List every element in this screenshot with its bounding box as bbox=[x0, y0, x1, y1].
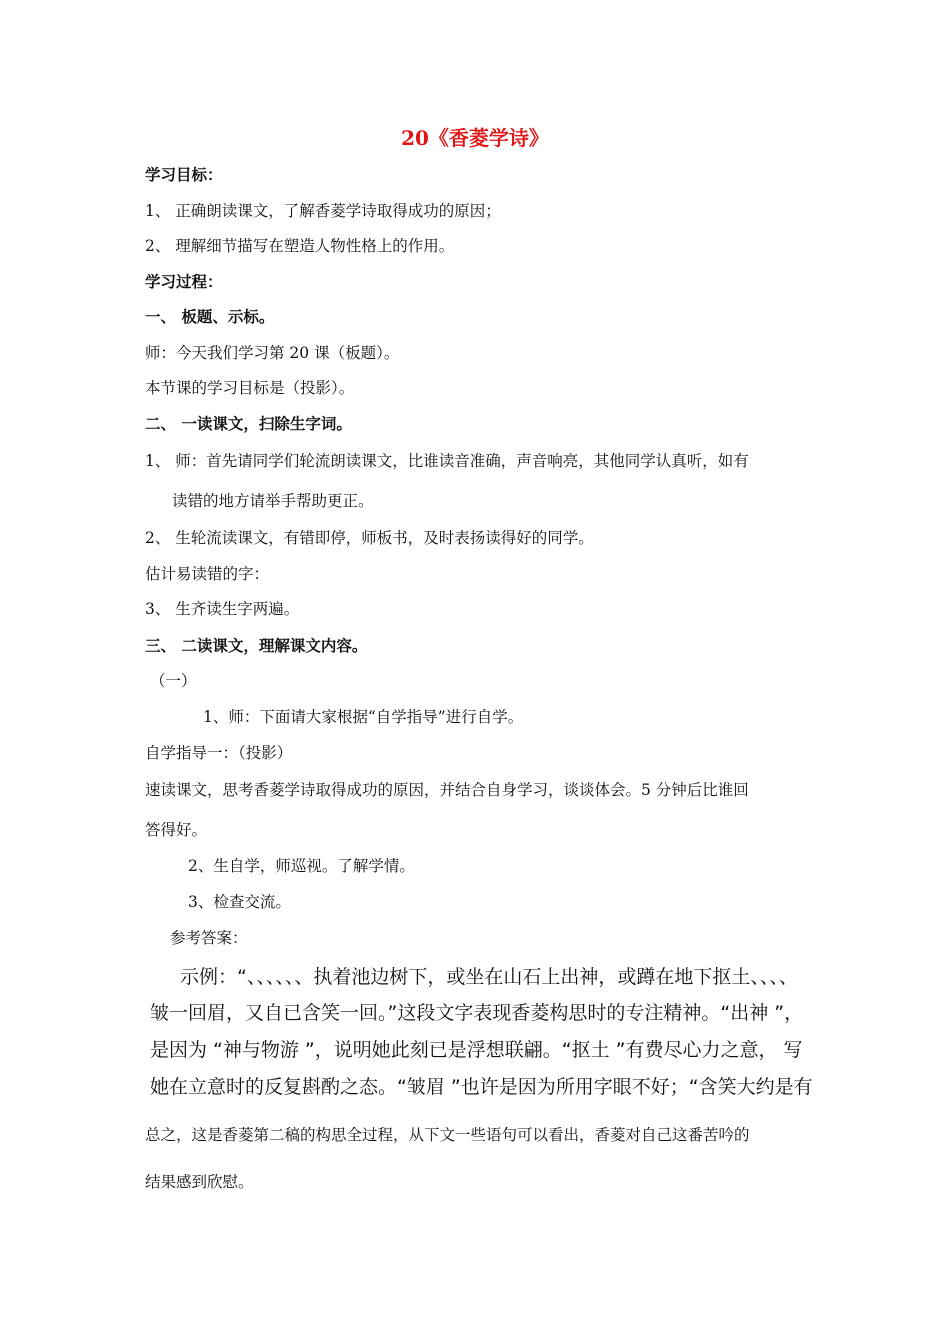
section-2-item-1: 1、 师：首先请同学们轮流朗读课文，比谁读音准确，声音响亮，其他同学认真听，如有 bbox=[145, 452, 749, 470]
section-3-heading: 三、 二读课文，理解课文内容。 bbox=[145, 636, 368, 655]
self-study-guide: 自学指导一：（投影） bbox=[145, 744, 293, 762]
answer-line-4: 她在立意时的反复斟酌之态。“皱眉 ”也许是因为所用字眼不好；“含笑大约是有 bbox=[150, 1076, 813, 1098]
process-heading: 学习过程： bbox=[145, 272, 223, 291]
section-1-heading: 一、 板题、示标。 bbox=[145, 307, 275, 326]
answer-label: 参考答案： bbox=[170, 929, 248, 947]
answer-line-3: 是因为 “神与物游 ”，说明她此刻已是浮想联翩。“抠土 ”有费尽心力之意， 写 bbox=[150, 1039, 803, 1061]
goals-heading: 学习目标： bbox=[145, 165, 223, 184]
answer-line-6: 结果感到欣慰。 bbox=[145, 1173, 254, 1191]
section-3-item-1: 1、师：下面请大家根据“自学指导”进行自学。 bbox=[203, 708, 524, 726]
guide-text-1: 速读课文，思考香菱学诗取得成功的原因，并结合自身学习，谈谈体会。5 分钟后比谁回 bbox=[145, 781, 749, 799]
goal-item-1: 1、 正确朗读课文，了解香菱学诗取得成功的原因； bbox=[145, 202, 501, 220]
section-3-sub: （一） bbox=[150, 672, 197, 690]
goal-item-2: 2、 理解细节描写在塑造人物性格上的作用。 bbox=[145, 237, 455, 255]
section-2-line: 估计易读错的字： bbox=[145, 565, 270, 583]
answer-line-5: 总之，这是香菱第二稿的构思全过程，从下文一些语句可以看出，香菱对自己这番苦吟的 bbox=[145, 1126, 750, 1144]
section-2-heading: 二、 一读课文，扫除生字词。 bbox=[145, 414, 352, 433]
answer-line-1: 示例：“、、、、、、执着池边树下，或坐在山石上出神，或蹲在地下抠土、、、、 bbox=[180, 966, 798, 988]
guide-text-2: 答得好。 bbox=[145, 821, 208, 839]
section-2-item-3: 3、 生齐读生字两遍。 bbox=[145, 600, 300, 618]
section-3-item-2: 2、生自学，师巡视。了解学情。 bbox=[188, 857, 415, 875]
doc-title: 20《香菱学诗》 bbox=[401, 126, 549, 150]
section-1-line-2: 本节课的学习目标是（投影）。 bbox=[145, 379, 355, 397]
section-2-item-2: 2、 生轮流读课文，有错即停，师板书，及时表扬读得好的同学。 bbox=[145, 529, 594, 547]
answer-line-2: 皱一回眉，又自已含笑一回。”这段文字表现香菱构思时的专注精神。“出神 ”， bbox=[150, 1002, 804, 1024]
section-3-item-3: 3、检查交流。 bbox=[188, 893, 291, 911]
section-1-line-1: 师：今天我们学习第 20 课（板题）。 bbox=[145, 344, 400, 362]
section-2-item-1-cont: 读错的地方请举手帮助更正。 bbox=[172, 492, 374, 510]
